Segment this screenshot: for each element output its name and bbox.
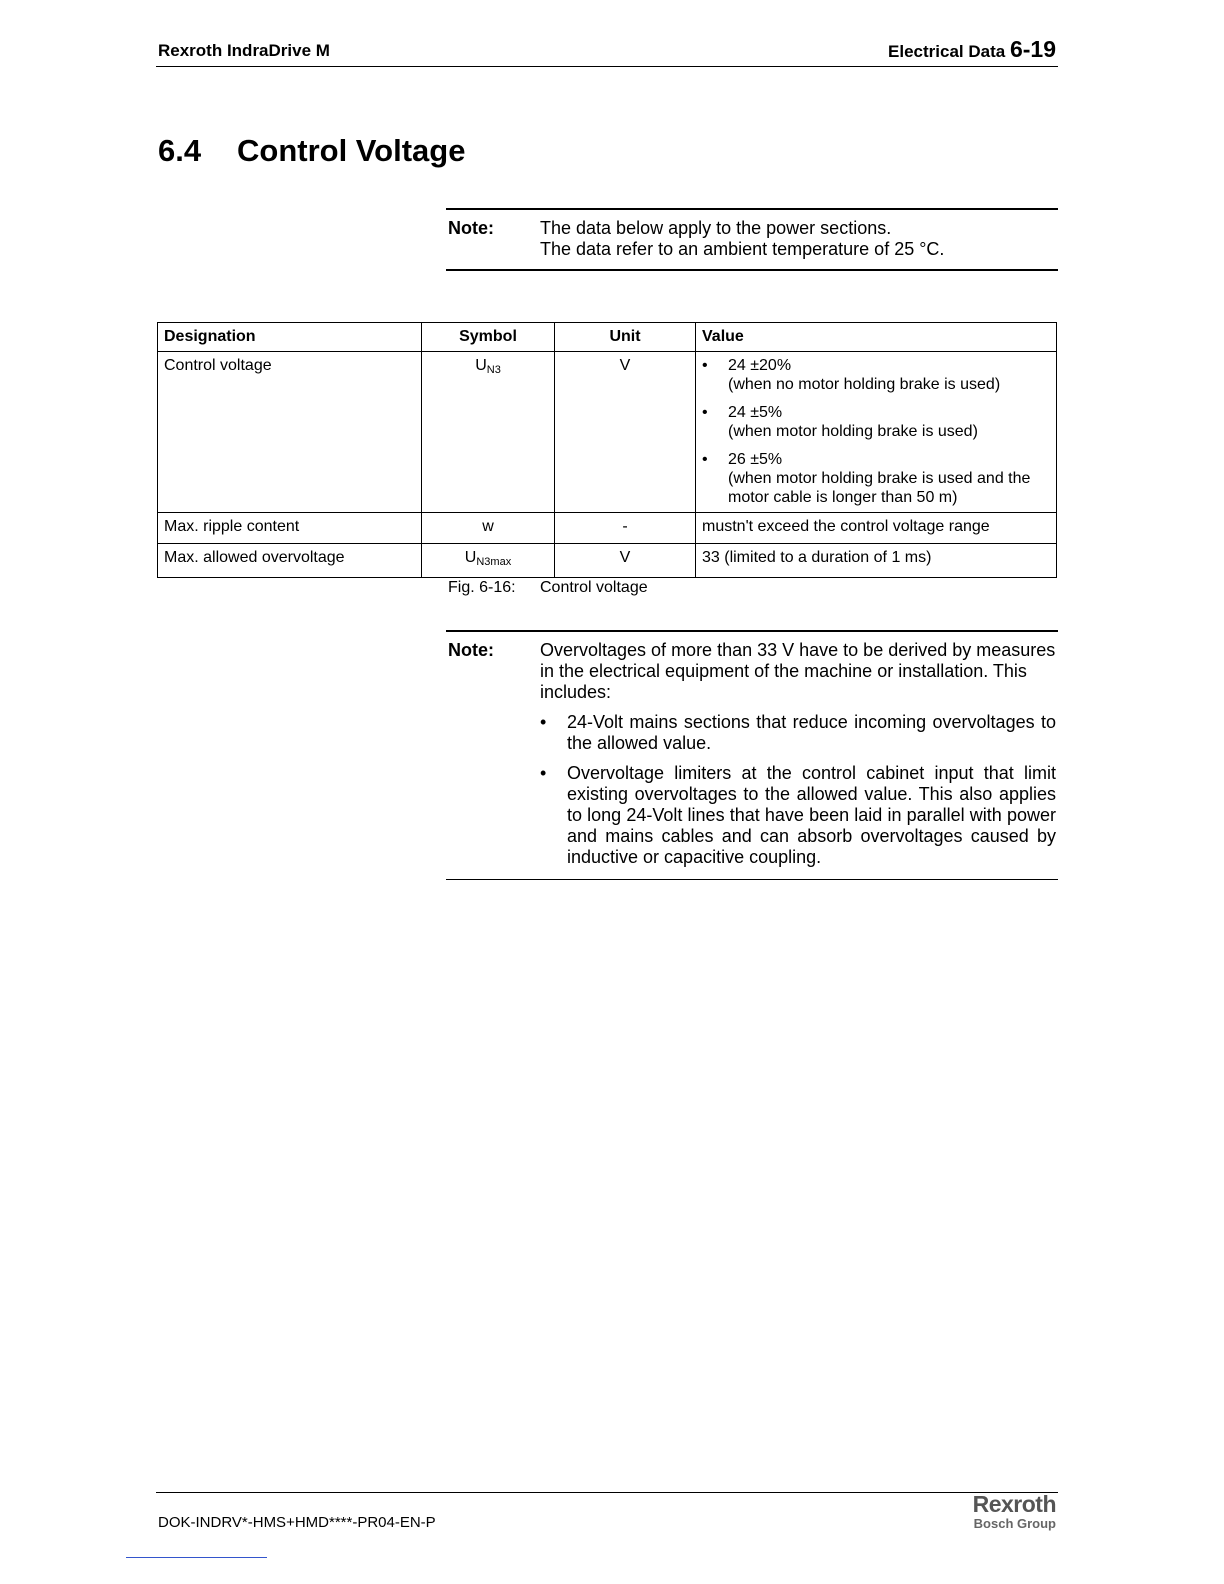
footer-divider [156,1492,1058,1493]
rexroth-logo [973,1492,1056,1531]
list-item [540,712,1056,754]
symbol-main: U [475,357,487,374]
table-header-row [158,323,1057,352]
symbol-cell [422,544,555,578]
figure-number: Fig. 6-16: [448,579,516,596]
value-main: 26 ±5% [728,451,783,468]
unit-cell: - [555,513,696,544]
unit-cell: V [555,352,696,513]
column-header: Designation [158,323,422,352]
table-row [158,513,1057,544]
brand-group: Bosch Group [973,1516,1056,1531]
page-number: 6-19 [1009,36,1056,62]
symbol-cell: w [422,513,555,544]
bullet-icon: • [540,763,547,783]
table-row [158,352,1057,513]
value-note: (when no motor holding brake is used) [728,376,1001,393]
designation-cell: Max. allowed overvoltage [158,544,422,578]
bullet-icon: • [540,712,547,732]
header-divider [156,66,1058,67]
section-number: 6.4 [158,133,202,168]
value-cell [696,352,1057,513]
column-header: Unit [555,323,696,352]
running-header-title: Rexroth IndraDrive M [158,41,330,60]
value-main: 24 ±20% [728,357,792,374]
note2-bottom-rule [446,879,1058,880]
column-header: Value [696,323,1057,352]
symbol-main: U [464,549,477,566]
brand-name: Rexroth [972,1491,1056,1517]
note1-label: Note: [448,218,494,238]
symbol-subscript: N3 [486,364,501,376]
bullet-icon: • [702,357,708,374]
control-voltage-table [157,322,1057,578]
bullet-icon: • [702,451,708,468]
list-item [702,450,1050,507]
section-title: Control Voltage [237,133,466,168]
note2-top-rule [446,630,1058,632]
designation-cell: Max. ripple content [158,513,422,544]
list-item [540,763,1056,868]
value-note: (when motor holding brake is used) [728,423,978,440]
link-underline [126,1557,267,1558]
chapter-label: Electrical Data [888,42,1006,61]
note1-bottom-rule [446,269,1058,271]
note1-top-rule [446,208,1058,210]
symbol-subscript: N3max [476,556,512,568]
list-item [702,403,1050,441]
document-id: DOK-INDRV*-HMS+HMD****-PR04-EN-P [158,1514,436,1531]
value-cell: 33 (limited to a duration of 1 ms) [696,544,1057,578]
value-list [702,356,1050,507]
unit-cell: V [555,544,696,578]
bullet-icon: • [702,404,708,421]
note2-list [540,712,1056,877]
value-main: 24 ±5% [728,404,783,421]
note1-text [540,218,1056,260]
list-item-text: 24-Volt mains sections that reduce incoming overvoltages to the allowed value. [567,712,1056,753]
value-note: (when motor holding brake is used and the motor cable is longer than 50 m) [728,470,1031,506]
note2-intro: Overvoltages of more than 33 V have to be derived by measures in the electrical equipment of the machine or installation. This includes: [540,640,1056,702]
running-header-chapter [888,36,1056,63]
figure-caption: Control voltage [540,579,648,596]
value-cell: mustn't exceed the control voltage range [696,513,1057,544]
note2-label: Note: [448,640,494,660]
column-header: Symbol [422,323,555,352]
symbol-cell [422,352,555,513]
note1-line: The data below apply to the power sections. [540,218,892,238]
list-item-text: Overvoltage limiters at the control cabinet input that limit existing overvoltages to the allowed value. This also applies to long 24-Volt lines that have been laid in parallel with power and mains cables and can absorb overvoltages caused by inductive or capacitive coupling. [567,763,1056,867]
note1-line: The data refer to an ambient temperature of 25 °C. [540,239,945,259]
list-item [702,356,1050,394]
table-row [158,544,1057,578]
designation-cell: Control voltage [158,352,422,513]
